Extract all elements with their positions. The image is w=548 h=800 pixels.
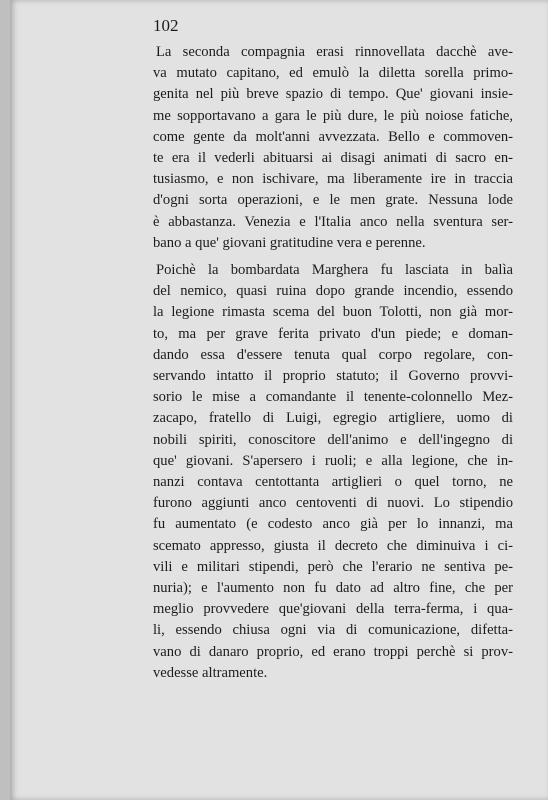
paragraph-2 [153,260,513,684]
text-line: scemato appresso, giusta il decreto che diminuiva i ci- [153,537,513,554]
text-line: to, ma per grave ferita privato d'un piede; e doman- [153,325,513,342]
text-line: genita nel più breve spazio di tempo. Que' giovani insie- [153,86,513,103]
text-line: vedesse altramente. [153,664,268,681]
text-line: del nemico, quasi ruina dopo grande incendio, essendo [153,283,513,300]
text-line: meglio provvedere que'giovani della terra-ferma, i qua- [153,601,513,618]
text-line: que' giovani. S'apersero i ruoli; e alla legione, che in- [153,452,513,469]
text-line: nobili spiriti, conoscitore dell'animo e dell'ingegno di [153,431,513,448]
text-line: zacapo, fratello di Luigi, egregio artigliere, uomo di [153,410,513,427]
text-line: la legione rimasta scema del buon Tolotti, non già mor- [153,304,513,321]
text-line: bano a que' giovani gratitudine vera e perenne. [153,234,426,251]
body-text [153,42,513,690]
text-line: nanzi contava centottanta artiglieri o quel torno, ne [153,474,513,491]
text-line: me sopportavano a gara le più dure, le più noiose fatiche, [153,107,513,124]
text-line: fu aumentato (e codesto anco già per lo innanzi, ma [153,516,513,533]
text-line: La seconda compagnia erasi rinnovellata dacchè ave- [156,44,513,60]
text-line: tusiasmo, e non ischivare, ma liberamente ire in traccia [153,171,513,188]
text-line: li, essendo chiusa ogni via di comunicazione, difetta- [153,622,513,639]
text-line: è abbastanza. Venezia e l'Italia anco nella sventura ser- [153,213,513,230]
text-line: d'ogni sorta operazioni, e le men grate. Nessuna lode [153,192,513,209]
text-line: furono aggiunti anco centoventi di nuovi. Lo stipendio [153,495,513,512]
text-line: te era il vederli abituarsi ai disagi animati di sacro en- [153,150,513,167]
text-line: nuria); e l'aumento non fu dato ad altro fine, che per [153,580,513,597]
page-number: 102 [153,16,179,35]
text-line: va mutato capitano, ed emulò la diletta sorella primo- [153,65,513,82]
text-line: come gente da molt'anni avvezzata. Bello e commoven- [153,128,513,145]
paragraph-1 [153,42,513,254]
text-line: servando intatto il proprio statuto; il Governo provvi- [153,368,513,385]
text-line: dando essa d'essere tenuta qual corpo regolare, con- [153,346,513,363]
text-line: vili e militari stipendi, però che l'erario ne sentiva pe- [153,558,513,575]
text-line: Poichè la bombardata Marghera fu lasciata in balìa [156,262,513,279]
text-line: vano di danaro proprio, ed erano troppi perchè si prov- [153,643,513,660]
text-line: sorio le mise a comandante il tenente-colonnello Mez- [153,389,513,406]
